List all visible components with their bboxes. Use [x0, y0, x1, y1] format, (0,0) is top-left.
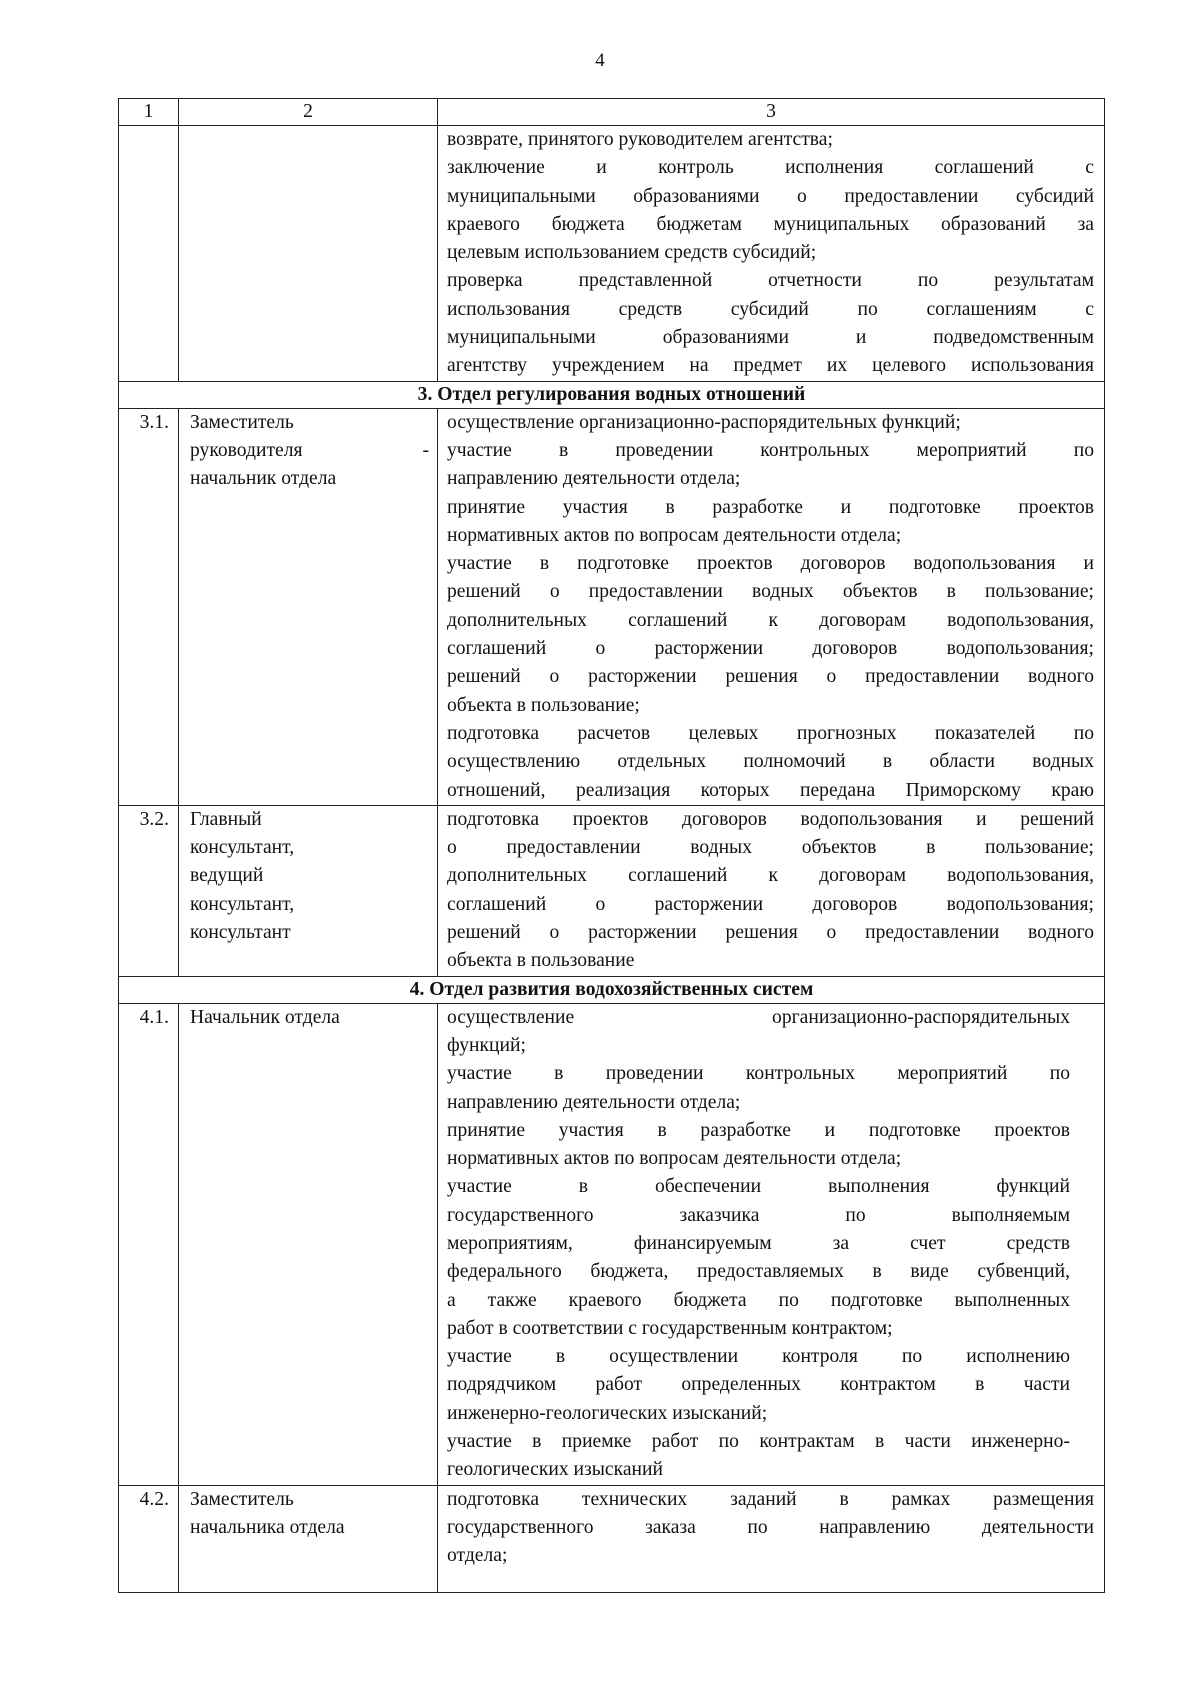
header-col-2: 2: [179, 99, 438, 126]
duty-line: подготовка расчетов целевых прогнозных показателей по: [447, 722, 1094, 744]
duty-line: подготовка проектов договоров водопользования и решений: [447, 808, 1094, 830]
duty-line: участие в проведении контрольных мероприятий по: [447, 439, 1094, 461]
position-line: начальник отдела: [190, 468, 337, 490]
position-cell: [179, 805, 438, 976]
duty-line: осуществление организационно-распорядительных функций;: [447, 411, 961, 433]
position-line: ведущий: [190, 865, 264, 887]
duty-line: принятие участия в разработке и подготовке проектов: [447, 1119, 1070, 1141]
section-4-title: 4. Отдел развития водохозяйственных систем: [119, 976, 1105, 1003]
row-number: 3.1.: [119, 408, 179, 805]
duty-line: решений о расторжении решения о предоставлении водного: [447, 666, 1094, 688]
duties-cell: [438, 408, 1105, 805]
duty-line: участие в осуществлении контроля по исполнению: [447, 1346, 1070, 1368]
position-cell: [179, 1003, 438, 1485]
position-line: Заместитель: [190, 411, 294, 433]
duty-line: соглашений о расторжении договоров водопользования;: [447, 893, 1094, 915]
duty-line: направлению деятельности отдела;: [447, 468, 741, 490]
duty-line: целевым использованием средств субсидий;: [447, 242, 817, 264]
duty-line: возврате, принятого руководителем агентства;: [447, 129, 833, 150]
duty-line: отношений, реализация которых передана Приморскому краю: [447, 779, 1094, 801]
row-number: 4.1.: [119, 1003, 179, 1485]
table-header-row: [119, 99, 1105, 126]
duty-line: осуществление организационно-распорядительных: [447, 1006, 1070, 1028]
table-row-3-1: [119, 408, 1105, 805]
duty-line: объекта в пользование;: [447, 694, 640, 716]
position-line: консультант,: [190, 893, 295, 915]
duty-line: участие в обеспечении выполнения функций: [447, 1176, 1070, 1198]
position-line: Начальник отдела: [190, 1006, 340, 1028]
duty-line: участие в подготовке проектов договоров водопользования и: [447, 553, 1094, 575]
duty-line: осуществлению отдельных полномочий в области водных: [447, 751, 1094, 773]
page-number: 4: [595, 50, 605, 71]
position-cell: [179, 408, 438, 805]
duty-line: направлению деятельности отдела;: [447, 1091, 741, 1113]
duty-line: а также краевого бюджета по подготовке выполненных: [447, 1289, 1070, 1311]
duty-line: проверка представленной отчетности по результатам: [447, 270, 1094, 292]
duties-cell: [438, 805, 1105, 976]
position-cell: [179, 1485, 438, 1592]
position-line: начальника отдела: [190, 1516, 345, 1538]
duty-line: о предоставлении водных объектов в пользование;: [447, 837, 1094, 859]
duty-line: муниципальными образованиями и подведомственным: [447, 327, 1094, 349]
table-row-4-1: [119, 1003, 1105, 1485]
section-heading-row: [119, 381, 1105, 408]
duty-line: принятие участия в разработке и подготовке проектов: [447, 496, 1094, 518]
duty-line: государственного заказчика по выполняемым: [447, 1204, 1070, 1226]
duty-line: государственного заказа по направлению деятельности: [447, 1516, 1094, 1538]
header-col-3: 3: [438, 99, 1105, 126]
table-row-4-2: [119, 1485, 1105, 1592]
duty-line: подготовка технических заданий в рамках размещения: [447, 1488, 1094, 1510]
duty-line: решений о расторжении решения о предоставлении водного: [447, 922, 1094, 944]
duty-line: нормативных актов по вопросам деятельности отдела;: [447, 1148, 902, 1170]
duty-line: решений о предоставлении водных объектов в пользование;: [447, 581, 1094, 603]
duty-line: объекта в пользование: [447, 950, 635, 972]
position-dash: -: [422, 439, 429, 461]
position-line: Главный: [190, 808, 262, 830]
duty-line: участие в проведении контрольных мероприятий по: [447, 1063, 1070, 1085]
duty-line: муниципальными образованиями о предоставлении субсидий: [447, 185, 1094, 207]
row-number: 4.2.: [119, 1485, 179, 1592]
duties-table: [118, 98, 1105, 1593]
duty-line: федерального бюджета, предоставляемых в виде субвенций,: [447, 1261, 1070, 1283]
position-line: Заместитель: [190, 1488, 294, 1510]
duties-cell: [438, 126, 1105, 382]
table-row-3-2: [119, 805, 1105, 976]
position-line: консультант,: [190, 837, 295, 859]
duty-line: заключение и контроль исполнения соглашений с: [447, 157, 1094, 179]
position-line-with-dash: [190, 437, 429, 465]
position-line: консультант: [190, 922, 291, 944]
duties-cell: [438, 1485, 1105, 1592]
duty-line: краевого бюджета бюджетам муниципальных образований за: [447, 213, 1094, 235]
duty-line: агентству учреждением на предмет их целевого использования: [447, 355, 1094, 377]
table-row-continuation: [119, 126, 1105, 382]
section-3-title: 3. Отдел регулирования водных отношений: [119, 381, 1105, 408]
duty-line: подрядчиком работ определенных контрактом в части: [447, 1374, 1070, 1396]
duty-line: соглашений о расторжении договоров водопользования;: [447, 638, 1094, 660]
duty-line: использования средств субсидий по соглашениям с: [447, 298, 1094, 320]
duty-line: дополнительных соглашений к договорам водопользования,: [447, 609, 1094, 631]
section-heading-row: [119, 976, 1105, 1003]
duty-line: геологических изысканий: [447, 1459, 664, 1481]
duty-line: участие в приемке работ по контрактам в части инженерно-: [447, 1431, 1070, 1453]
duty-line: дополнительных соглашений к договорам водопользования,: [447, 865, 1094, 887]
duty-line: мероприятиям, финансируемым за счет средств: [447, 1232, 1070, 1254]
duty-line: отдела;: [447, 1545, 508, 1567]
duty-line: работ в соответствии с государственным контрактом;: [447, 1317, 893, 1339]
position-cell: [179, 126, 438, 382]
header-col-1: 1: [119, 99, 179, 126]
row-number-cell: [119, 126, 179, 382]
duty-line: инженерно-геологических изысканий;: [447, 1402, 768, 1424]
duty-line: функций;: [447, 1034, 526, 1056]
position-line: руководителя: [190, 439, 303, 461]
duty-line: нормативных актов по вопросам деятельности отдела;: [447, 524, 902, 546]
duties-cell: [438, 1003, 1105, 1485]
row-number: 3.2.: [119, 805, 179, 976]
